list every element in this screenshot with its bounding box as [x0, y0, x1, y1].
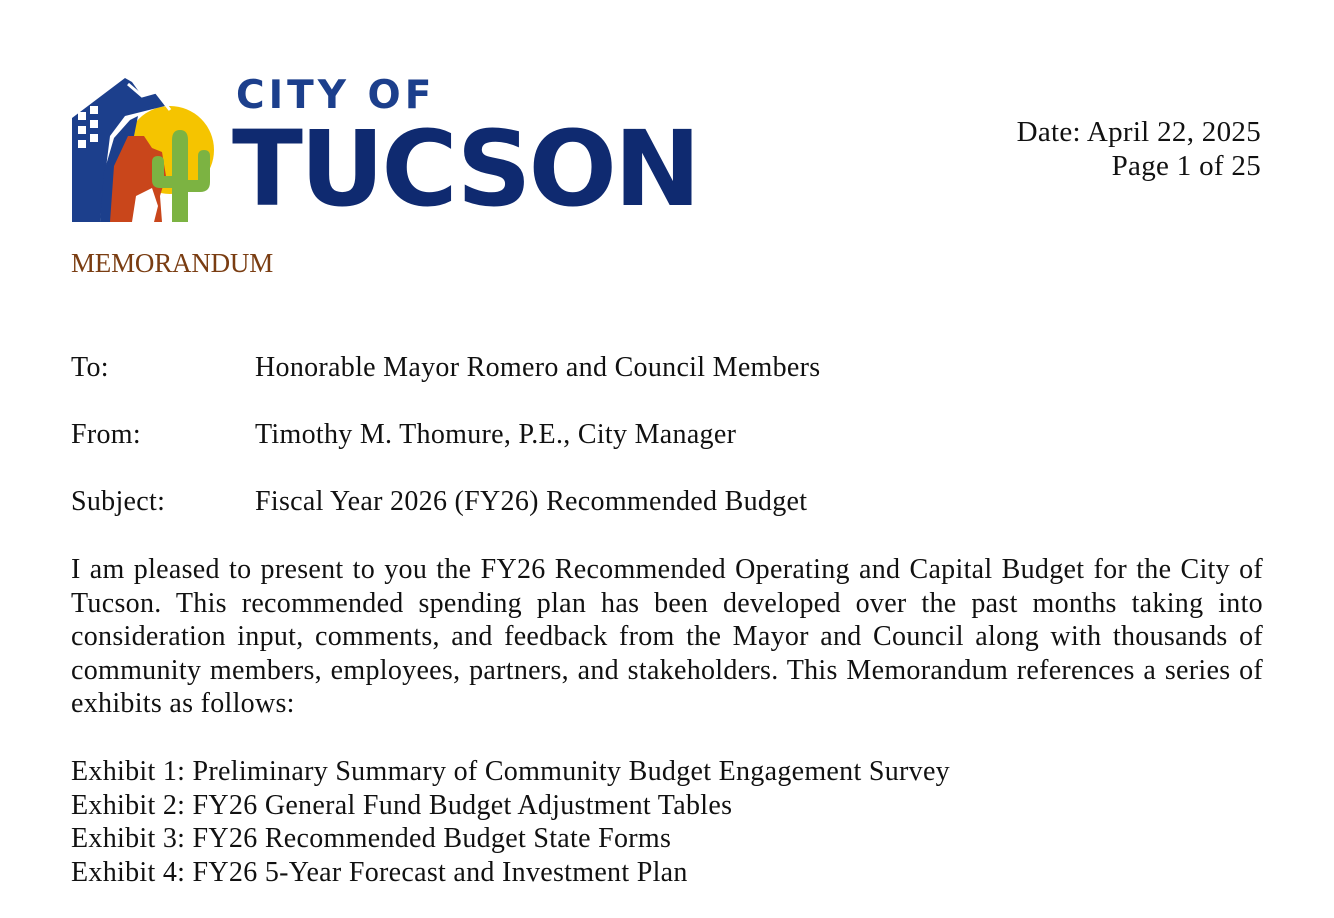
- exhibit-item: Exhibit 4: FY26 5-Year Forecast and Investment Plan: [71, 856, 688, 888]
- page-number: Page 1 of 25: [1111, 150, 1261, 182]
- from-value: Timothy M. Thomure, P.E., City Manager: [255, 419, 737, 450]
- exhibit-item: Exhibit 3: FY26 Recommended Budget State Forms: [71, 823, 672, 854]
- exhibit-list: [71, 755, 950, 889]
- from-label: From:: [71, 419, 141, 450]
- body-paragraph: I am pleased to present to you the FY26 Recommended Operating and Capital Budget for the City of Tucson. This recommended spending plan has been developed over the past months taking into consideration input, comments, and feedback from the Mayor and Council along with thousands of community members, employees, partners, and stakeholders. This Memorandum references a series of exhibits as follows:: [71, 554, 1263, 719]
- memo-date: Date: April 22, 2025: [1016, 116, 1261, 148]
- to-label: To:: [71, 352, 109, 383]
- subject-value: Fiscal Year 2026 (FY26) Recommended Budget: [255, 486, 808, 517]
- to-value: Honorable Mayor Romero and Council Members: [255, 352, 821, 383]
- exhibit-item: Exhibit 2: FY26 General Fund Budget Adjustment Tables: [71, 789, 733, 821]
- logo-city-of-text: CITY OF: [236, 73, 436, 118]
- logo-tucson-text: TUCSON: [232, 108, 698, 230]
- date-page-block: [1017, 115, 1261, 183]
- city-skyline-cactus-icon: [70, 76, 220, 224]
- subject-label: Subject:: [71, 486, 166, 517]
- memo-title: MEMORANDUM: [71, 248, 274, 278]
- exhibit-item: Exhibit 1: Preliminary Summary of Community Budget Engagement Survey: [71, 756, 950, 787]
- city-of-tucson-logo: [70, 73, 698, 230]
